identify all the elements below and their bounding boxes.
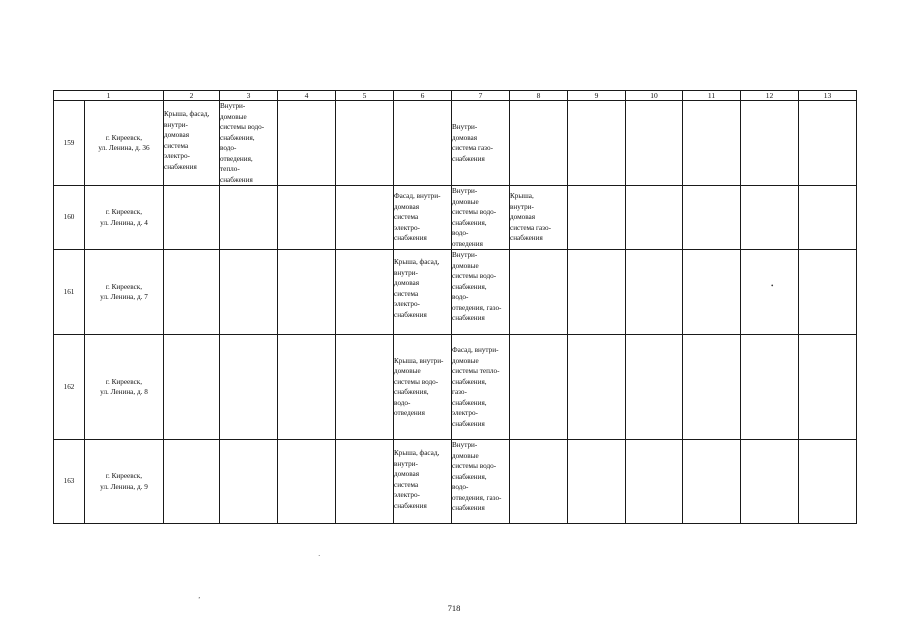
cell-col4: [278, 101, 336, 186]
cell-col2: [164, 250, 220, 335]
row-number: 163: [54, 440, 85, 524]
cell-col12: [741, 440, 799, 524]
column-header: 6: [394, 91, 452, 101]
column-header: 4: [278, 91, 336, 101]
cell-col12: [741, 250, 799, 335]
cell-col11: [683, 101, 741, 186]
cell-col7: Внутри- домовые системы водо- снабжения, водо- отведения: [452, 186, 510, 250]
cell-col4: [278, 335, 336, 440]
cell-col12: [741, 101, 799, 186]
cell-col2: [164, 440, 220, 524]
row-address: г. Киреевск, ул. Ленина, д. 8: [85, 335, 164, 440]
column-header: 12: [741, 91, 799, 101]
cell-col3: [220, 186, 278, 250]
cell-col8: [510, 250, 568, 335]
cell-col8: Крыша, внутри- домовая система газо- снабжения: [510, 186, 568, 250]
cell-col13: [799, 440, 857, 524]
row-address: г. Киреевск, ул. Ленина, д. 36: [85, 101, 164, 186]
cell-col8: [510, 101, 568, 186]
row-address: г. Киреевск, ул. Ленина, д. 9: [85, 440, 164, 524]
column-header: 2: [164, 91, 220, 101]
cell-col4: [278, 250, 336, 335]
row-number: 162: [54, 335, 85, 440]
table-row: [54, 250, 857, 335]
cell-col5: [336, 250, 394, 335]
cell-col3: Внутри- домовые системы водо- снабжения, водо- отведения, тепло- снабжения: [220, 101, 278, 186]
cell-col10: [626, 186, 683, 250]
cell-col5: [336, 335, 394, 440]
cell-col5: [336, 101, 394, 186]
cell-col6: [394, 101, 452, 186]
scan-speck-mark: ‚: [198, 592, 201, 600]
cell-col10: [626, 250, 683, 335]
column-header: 9: [568, 91, 626, 101]
cell-col3: [220, 250, 278, 335]
cell-col9: [568, 186, 626, 250]
cell-col12: [741, 335, 799, 440]
cell-col11: [683, 186, 741, 250]
cell-col2: [164, 335, 220, 440]
row-address: г. Киреевск, ул. Ленина, д. 4: [85, 186, 164, 250]
cell-col11: [683, 250, 741, 335]
column-header: 1: [54, 91, 164, 101]
table-row: [54, 440, 857, 524]
row-number: 161: [54, 250, 85, 335]
cell-col13: [799, 335, 857, 440]
cell-col4: [278, 440, 336, 524]
cell-col8: [510, 440, 568, 524]
row-number: 159: [54, 101, 85, 186]
document-table: [53, 90, 857, 524]
cell-col7: Внутри- домовые системы водо- снабжения, водо- отведения, газо- снабжения: [452, 250, 510, 335]
cell-col13: [799, 250, 857, 335]
cell-col2: [164, 186, 220, 250]
cell-col9: [568, 335, 626, 440]
cell-col2: Крыша, фасад, внутри- домовая система электро- снабжения: [164, 101, 220, 186]
table-row: [54, 335, 857, 440]
cell-col5: [336, 440, 394, 524]
column-header: 5: [336, 91, 394, 101]
scan-speck-mark: •: [771, 282, 774, 290]
column-header: 13: [799, 91, 857, 101]
cell-col9: [568, 101, 626, 186]
cell-col5: [336, 186, 394, 250]
cell-col11: [683, 440, 741, 524]
row-address: г. Киреевск, ул. Ленина, д. 7: [85, 250, 164, 335]
cell-col4: [278, 186, 336, 250]
column-header: 3: [220, 91, 278, 101]
column-header: 8: [510, 91, 568, 101]
cell-col3: [220, 335, 278, 440]
cell-col8: [510, 335, 568, 440]
cell-col9: [568, 440, 626, 524]
cell-col10: [626, 335, 683, 440]
cell-col13: [799, 186, 857, 250]
cell-col12: [741, 186, 799, 250]
cell-col7: Фасад, внутри- домовые системы тепло- снабжения, газо- снабжения, электро- снабжения: [452, 335, 510, 440]
table-row: [54, 101, 857, 186]
cell-col6: Крыша, фасад, внутри- домовая система электро- снабжения: [394, 440, 452, 524]
scan-speck-mark: ·: [318, 552, 321, 560]
cell-col6: Крыша, фасад, внутри- домовая система электро- снабжения: [394, 250, 452, 335]
cell-col3: [220, 440, 278, 524]
header-row: [54, 91, 857, 101]
cell-col10: [626, 101, 683, 186]
page-number: 718: [447, 603, 461, 613]
cell-col10: [626, 440, 683, 524]
row-number: 160: [54, 186, 85, 250]
cell-col13: [799, 101, 857, 186]
column-header: 7: [452, 91, 510, 101]
table-row: [54, 186, 857, 250]
cell-col6: Крыша, внутри- домовые системы водо- снабжения, водо- отведения: [394, 335, 452, 440]
cell-col11: [683, 335, 741, 440]
cell-col6: Фасад, внутри- домовая система электро- снабжения: [394, 186, 452, 250]
column-header: 10: [626, 91, 683, 101]
cell-col7: Внутри- домовая система газо- снабжения: [452, 101, 510, 186]
cell-col9: [568, 250, 626, 335]
cell-col7: Внутри- домовые системы водо- снабжения, водо- отведения, газо- снабжения: [452, 440, 510, 524]
column-header: 11: [683, 91, 741, 101]
